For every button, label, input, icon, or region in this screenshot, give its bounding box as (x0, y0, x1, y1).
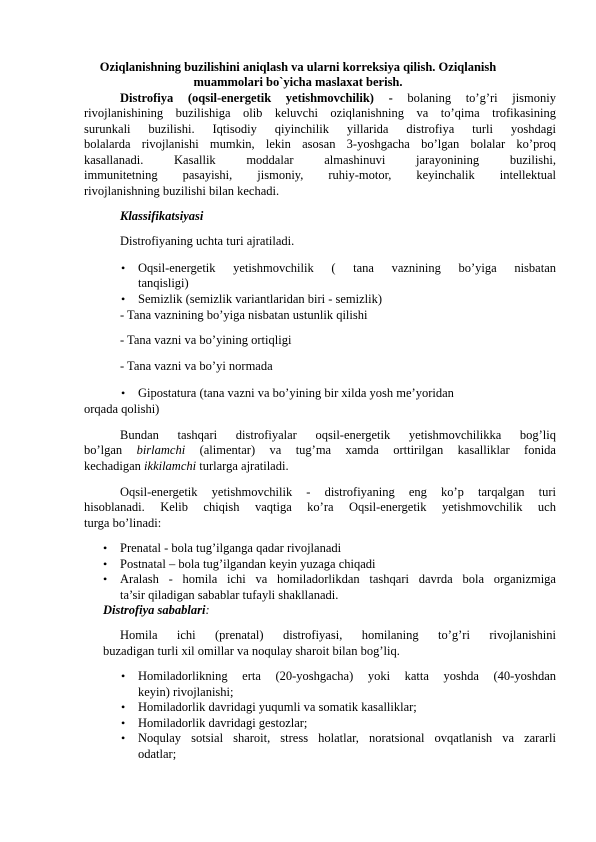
p1-line-1 (120, 91, 556, 106)
klass-dash-1: - Tana vaznining bo’yiga nisbatan ustunlik qilishi (120, 308, 368, 322)
p1-line-3: surunkali buzilishi. Iqtisodiy qiyinchilik yillarida distrofiya turli yoshdagi (84, 122, 556, 136)
klass-item-2: Semizlik (semizlik variantlaridan biri - semizlik) (138, 292, 383, 306)
p1-line-4: bolalarda rivojlanishi mumkin, lekin asosan 3-yoshgacha bo’lgan bolalar ko’proq (84, 137, 556, 151)
title-line-2: muammolari bo`yicha maslaxat berish. (193, 75, 403, 89)
p3-line-3: turga bo’linadi: (84, 516, 162, 530)
tur-aralash-line-1: Aralash - homila ichi va homiladorlikdan tashqari davrda bola organizmiga (120, 572, 556, 586)
sabab-4-line-2: odatlar; (138, 747, 177, 761)
sabab-2: Homiladorlik davridagi yuqumli va somatik kasalliklar; (138, 700, 417, 714)
bullet-icon: • (103, 572, 108, 586)
klass-item-1-line-1: Oqsil-energetik yetishmovchilik ( tana vaznining bo’yiga nisbatan (138, 261, 556, 275)
p1-line-5: kasallanadi. Kasallik moddalar almashinuvi jarayonining buzilishi, (84, 153, 556, 167)
bullet-icon: • (121, 669, 126, 683)
bullet-icon: • (121, 716, 126, 730)
klass-item-3-line-2: orqada qolishi) (84, 402, 160, 416)
sabablari-heading (103, 603, 210, 618)
p2-line-2-start: bo’lgan (84, 443, 137, 457)
p1-line-6: immunitetning pasayishi, jismoniy, ruhiy-motor, keyinchalik intellektual (84, 168, 556, 182)
bullet-icon: • (121, 700, 126, 714)
p4-line-2: buzadigan turli xil omillar va noqulay sharoit bilan bog’liq. (103, 644, 400, 658)
p1-line-7: rivojlanishning buzilishi bilan kechadi. (84, 184, 280, 198)
p2-line-3-end: turlarga ajratiladi. (196, 459, 289, 473)
bullet-icon: • (103, 557, 108, 571)
bullet-icon: • (121, 731, 126, 745)
tur-postnatal: Postnatal – bola tug’ilgandan keyin yuzaga chiqadi (120, 557, 376, 571)
title-line-1: Oziqlanishning buzilishini aniqlash va ularni korreksiya qilish. Oziqlanish (99, 60, 497, 74)
p3-line-2: hisoblanadi. Kelib chiqish vaqtiga ko’ra Oqsil-energetik yetishmovchilik uch (84, 500, 556, 514)
bullet-icon: • (103, 541, 108, 555)
p2-line-3 (84, 459, 289, 474)
klass-item-1-line-2: tanqisligi) (138, 276, 189, 290)
bullet-icon: • (121, 386, 126, 400)
p2-line-2-end: (alimentar) va tug’ma xamda orttirilgan kasalliklar fonida (185, 443, 556, 457)
p4-line-1: Homila ichi (prenatal) distrofiyasi, homilaning to’g’ri rivojlanishini (120, 628, 556, 642)
sabab-1-line-1: Homiladorlikning erta (20-yoshgacha) yoki katta yoshda (40-yoshdan (138, 669, 556, 683)
bullet-icon: • (121, 261, 126, 275)
klassifikatsiya-heading: Klassifikatsiyasi (120, 209, 204, 223)
klassifikatsiya-intro: Distrofiyaning uchta turi ajratiladi. (120, 234, 295, 248)
p1-line-2: rivojlanishining buzilishiga olib keluvchi oziqlanishning va to’qima trofikasining (84, 106, 556, 120)
tur-prenatal: Prenatal - bola tug’ilganga qadar rivojlanadi (120, 541, 342, 555)
klass-dash-2: - Tana vazni va bo’yining ortiqligi (120, 333, 292, 347)
sabab-3: Homiladorlik davridagi gestozlar; (138, 716, 308, 730)
sabab-4-line-1: Noqulay sotsial sharoit, stress holatlar, noratsional ovqatlanish va zararli (138, 731, 556, 745)
p2-line-1: Bundan tashqari distrofiyalar oqsil-energetik yetishmovchilikka bog’liq (120, 428, 556, 442)
p1-bold-term: Distrofiya (oqsil-energetik yetishmovchilik) - (120, 91, 393, 105)
p2-line-3-start: kechadigan (84, 459, 145, 473)
tur-aralash-line-2: ta’sir qiladigan sabablar tufayli shakllanadi. (120, 588, 339, 602)
sabab-1-line-2: keyin) rivojlanishi; (138, 685, 234, 699)
klass-item-3-line-1: Gipostatura (tana vazni va bo’yining bir xilda yosh me’yoridan (138, 386, 454, 400)
sabablari-colon: : (205, 603, 210, 617)
bullet-icon: • (121, 292, 126, 306)
p2-line-2 (84, 443, 556, 458)
p1-line-1-text: bolaning to’g’ri jismoniy (392, 91, 556, 105)
ikkilamchi-term: ikkilamchi (144, 459, 197, 473)
klass-dash-3: - Tana vazni va bo’yi normada (120, 359, 273, 373)
p3-line-1: Oqsil-energetik yetishmovchilik - distrofiyaning eng ko’p tarqalgan turi (120, 485, 556, 499)
birlamchi-term: birlamchi (136, 443, 186, 457)
sabablari-heading-text: Distrofiya sabablari (103, 603, 206, 617)
